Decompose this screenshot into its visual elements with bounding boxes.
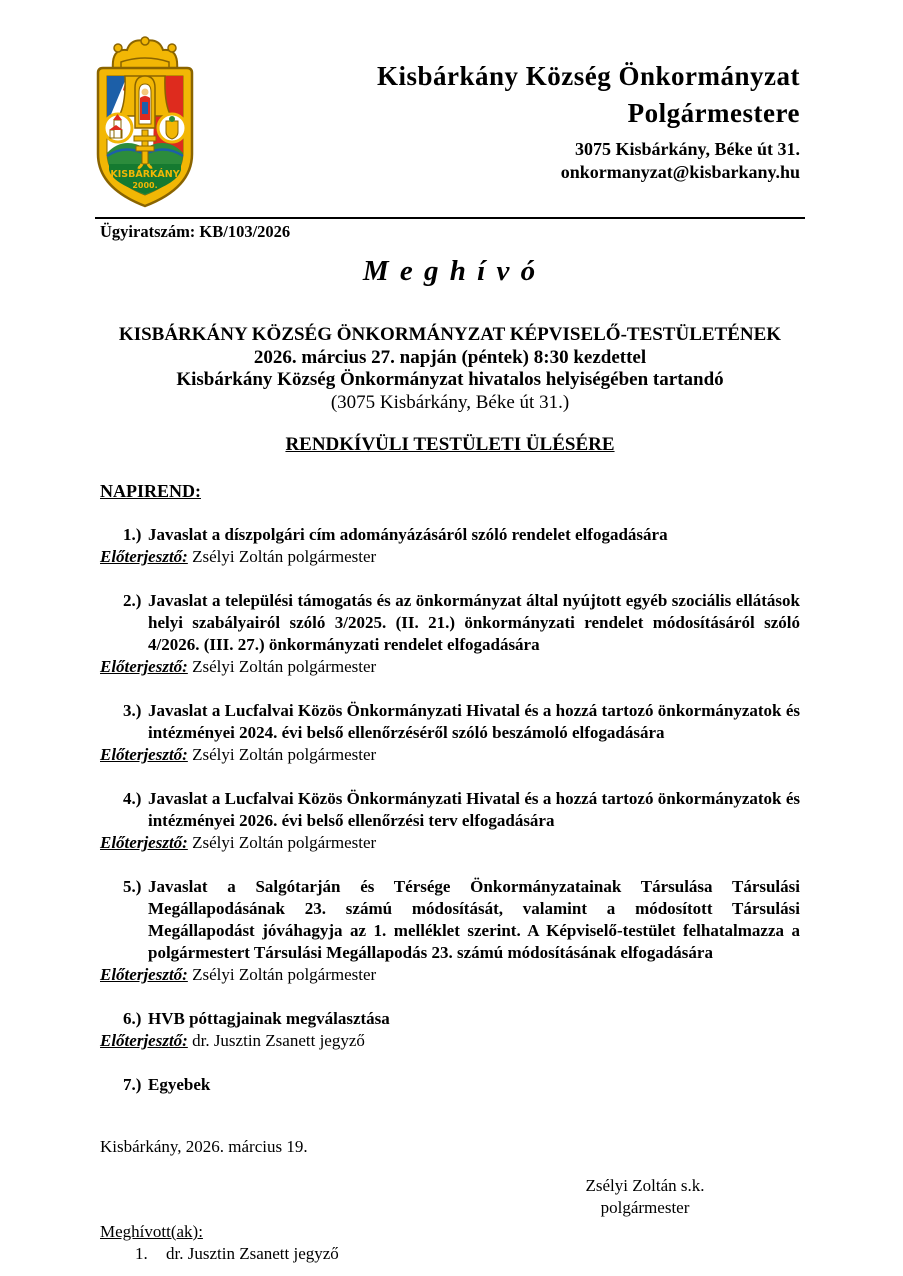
crown-icon [113, 37, 177, 70]
presenter-label: Előterjesztő: [100, 833, 188, 852]
agenda-item-number: 1.) [123, 525, 142, 544]
presenter-label: Előterjesztő: [100, 657, 188, 676]
agenda-item-3 [100, 700, 800, 766]
agenda-item-number: 4.) [123, 789, 142, 808]
agenda-item-6 [100, 1008, 800, 1052]
agenda-item-text: 3.) Javaslat a Lucfalvai Közös Önkormányzati Hivatal és a hozzá tartozó önkormányzatok és intézményei 2024. évi belső ellenőrzéséről szóló beszámoló elfogadására [123, 701, 800, 742]
agenda-item-1 [100, 524, 800, 568]
presenter-label: Előterjesztő: [100, 745, 188, 764]
date-line: Kisbárkány, 2026. március 19. [100, 1137, 308, 1156]
agenda-item-text: 6.) HVB póttagjainak megválasztása [123, 1009, 390, 1028]
agenda-item-number: 6.) [123, 1009, 142, 1028]
org-name: Kisbárkány Község Önkormányzat [376, 61, 800, 91]
org-email: onkormanyzat@kisbarkany.hu [560, 162, 800, 182]
presenter-name: Zsélyi Zoltán polgármester [192, 833, 377, 852]
invitee-name: dr. Jusztin Zsanett jegyző [166, 1244, 339, 1263]
invitees-heading: Meghívott(ak): [100, 1222, 203, 1241]
presenter-name: Zsélyi Zoltán polgármester [192, 965, 377, 984]
signature-name: Zsélyi Zoltán s.k. [585, 1176, 705, 1195]
case-number: Ügyiratszám: KB/103/2026 [100, 222, 291, 241]
emblem-banner-year: 2000. [132, 181, 158, 190]
session-title: RENDKÍVÜLI TESTÜLETI ÜLÉSÉRE [285, 434, 615, 455]
agenda-item-2 [100, 590, 800, 678]
agenda-item-number: 2.) [123, 591, 142, 610]
presenter-line [100, 964, 800, 986]
presenter-line [100, 546, 800, 568]
shield [98, 68, 192, 206]
emblem-banner-text: KISBÁRKÁNY [110, 169, 180, 180]
crest-medallion [158, 114, 186, 142]
presenter-line [100, 656, 800, 678]
church-medallion [104, 114, 132, 142]
org-role: Polgármestere [627, 98, 800, 128]
invitee-item [100, 1243, 800, 1265]
presenter-line [100, 744, 800, 766]
presenter-name: Zsélyi Zoltán polgármester [192, 745, 377, 764]
agenda-item-text: 4.) Javaslat a Lucfalvai Közös Önkormányzati Hivatal és a hozzá tartozó önkormányzatok és intézményei 2026. évi belső ellenőrzési terv elfogadására [123, 789, 800, 830]
agenda-item-text: 7.) Egyebek [123, 1075, 211, 1094]
org-address: 3075 Kisbárkány, Béke út 31. [574, 139, 800, 159]
agenda-item-5 [100, 876, 800, 986]
meeting-intro [100, 324, 800, 456]
agenda-item-text: 5.) Javaslat a Salgótarján és Térsége Önkormányzatainak Társulása Társulási Megállapodásának 23. számú módosítását, valamint a módosított Társulási Megállapodást jóváhagyja az 1. melléklet szerint. A Képviselő-testület felhatalmazza a polgármestert Társulási Megállapodás 23. számú módosításának elfogadására [123, 877, 800, 962]
agenda-item-4 [100, 788, 800, 854]
intro-line-2: 2026. március 27. napján (péntek) 8:30 kezdettel [253, 346, 647, 368]
presenter-label: Előterjesztő: [100, 1031, 188, 1050]
presenter-line [100, 1030, 800, 1052]
invitee-number: 1. [135, 1244, 148, 1263]
document-title: M e g h í v ó [362, 255, 538, 287]
header-divider [95, 217, 805, 219]
intro-line-1: KISBÁRKÁNY KÖZSÉG ÖNKORMÁNYZAT KÉPVISELŐ-TESTÜLETÉNEK [118, 324, 782, 345]
intro-line-3: Kisbárkány Község Önkormányzat hivatalos helyiségében tartandó [176, 369, 724, 390]
agenda-item-text: 1.) Javaslat a díszpolgári cím adományázásáról szóló rendelet elfogadására [123, 525, 668, 544]
agenda-item-number: 7.) [123, 1075, 142, 1094]
presenter-name: dr. Jusztin Zsanett jegyző [192, 1031, 365, 1050]
agenda-item-7 [100, 1074, 800, 1096]
agenda-heading: NAPIREND: [100, 481, 201, 501]
intro-line-4: (3075 Kisbárkány, Béke út 31.) [330, 391, 570, 413]
agenda-item-number: 5.) [123, 877, 142, 896]
presenter-label: Előterjesztő: [100, 547, 188, 566]
municipal-coat-of-arms [85, 36, 205, 214]
presenter-name: Zsélyi Zoltán polgármester [192, 547, 377, 566]
agenda-item-number: 3.) [123, 701, 142, 720]
letterhead [100, 0, 800, 184]
signature-role: polgármester [600, 1198, 690, 1217]
presenter-label: Előterjesztő: [100, 965, 188, 984]
signature-block [483, 1175, 807, 1219]
madonna-niche [135, 76, 155, 128]
presenter-line [100, 832, 800, 854]
presenter-name: Zsélyi Zoltán polgármester [192, 657, 377, 676]
agenda-item-text: 2.) Javaslat a települési támogatás és az önkormányzat által nyújtott egyéb szociális ellátások helyi szabályairól szóló 3/2025. (II. 21.) önkormányzati rendelet módosításáról szóló 4/2026. (III. 27.) önkormányzati rendelet elfogadására [123, 591, 800, 654]
